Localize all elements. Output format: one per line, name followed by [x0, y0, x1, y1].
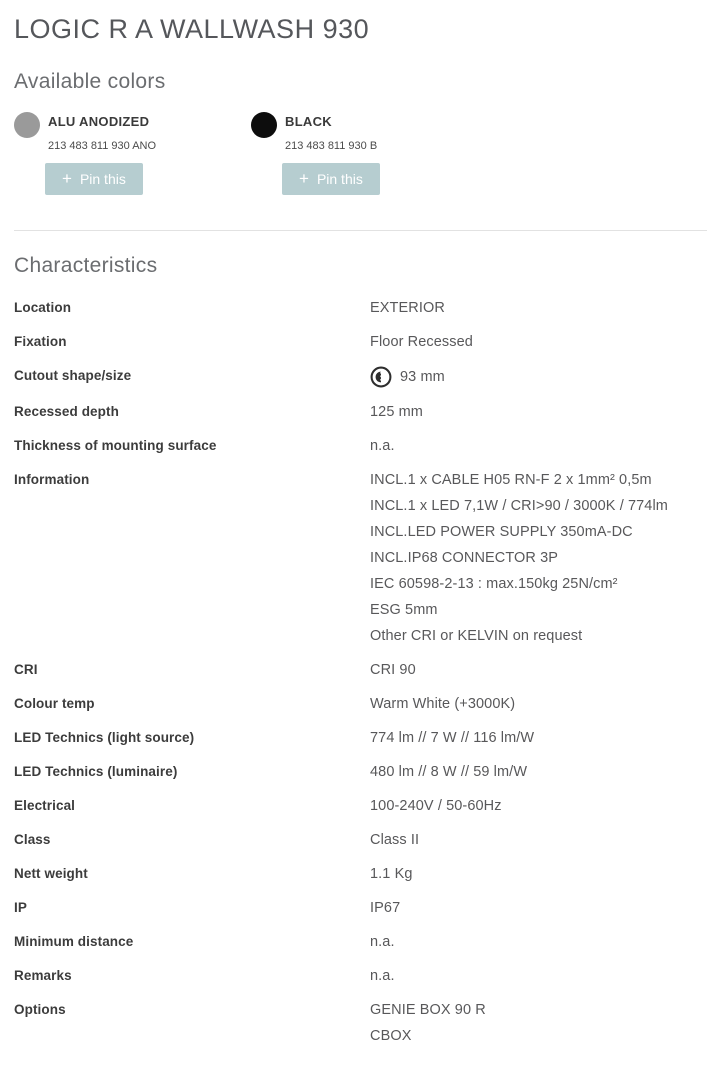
- value-text: INCL.IP68 CONNECTOR 3P: [370, 550, 559, 566]
- value-line: [370, 600, 668, 620]
- color-name: ALU ANODIZED: [48, 114, 150, 129]
- value-line: [370, 660, 416, 680]
- value-text: INCL.1 x LED 7,1W / CRI>90 / 3000K / 774lm: [370, 498, 668, 514]
- value-line: [370, 496, 668, 516]
- value-text: Other CRI or KELVIN on request: [370, 628, 583, 644]
- row-label: IP: [14, 900, 27, 915]
- value-text: IEC 60598-2-13 : max.150kg 25N/cm²: [370, 576, 618, 592]
- table-row: [14, 463, 707, 653]
- color-info: [285, 111, 380, 195]
- value-line: [370, 574, 668, 594]
- pin-this-button[interactable]: [45, 163, 143, 195]
- color-swatch: [14, 112, 40, 138]
- value-line: [370, 762, 527, 782]
- value-line: [370, 1000, 486, 1020]
- value-line: [370, 966, 395, 986]
- row-label: Electrical: [14, 798, 76, 813]
- round-cutout-icon: [370, 366, 392, 388]
- row-label: Nett weight: [14, 866, 88, 881]
- row-label: Remarks: [14, 968, 72, 983]
- table-row: [14, 325, 707, 359]
- row-label: Minimum distance: [14, 934, 134, 949]
- value-line: [370, 470, 668, 490]
- row-label: Recessed depth: [14, 404, 119, 419]
- row-value: [370, 436, 395, 456]
- value-text: INCL.LED POWER SUPPLY 350mA-DC: [370, 524, 633, 540]
- color-option-card: [251, 111, 488, 195]
- row-value: [370, 762, 527, 782]
- characteristics-heading: Characteristics: [14, 254, 158, 277]
- row-value: [370, 366, 445, 388]
- value-line: [370, 932, 395, 952]
- value-line: [370, 898, 400, 918]
- value-text: 1.1 Kg: [370, 866, 413, 882]
- table-row: [14, 925, 707, 959]
- value-line: [370, 796, 502, 816]
- row-value: [370, 298, 445, 318]
- row-value: [370, 966, 395, 986]
- value-text: 125 mm: [370, 404, 423, 420]
- value-line: [370, 830, 419, 850]
- value-text: 774 lm // 7 W // 116 lm/W: [370, 730, 535, 746]
- color-code: 213 483 811 930 B: [285, 140, 378, 152]
- page-title: LOGIC R A WALLWASH 930: [14, 14, 370, 44]
- value-line: [370, 626, 668, 646]
- row-label: Class: [14, 832, 51, 847]
- color-info: [48, 111, 156, 195]
- value-text: n.a.: [370, 934, 395, 950]
- row-label: LED Technics (luminaire): [14, 764, 178, 779]
- table-row: [14, 687, 707, 721]
- row-value: [370, 694, 515, 714]
- row-label: Options: [14, 1002, 66, 1017]
- row-value: [370, 402, 423, 422]
- value-text: 480 lm // 8 W // 59 lm/W: [370, 764, 528, 780]
- table-row: [14, 857, 707, 891]
- row-value: [370, 864, 413, 884]
- value-line: [370, 332, 473, 352]
- row-label: CRI: [14, 662, 38, 677]
- row-label: Cutout shape/size: [14, 368, 132, 383]
- table-row: [14, 721, 707, 755]
- table-row: [14, 789, 707, 823]
- value-line: [370, 864, 413, 884]
- table-row: [14, 429, 707, 463]
- table-row: [14, 755, 707, 789]
- row-value: [370, 932, 395, 952]
- value-line: [370, 366, 445, 388]
- value-line: [370, 548, 668, 568]
- table-row: [14, 395, 707, 429]
- characteristics-table: [14, 291, 707, 1053]
- value-text: n.a.: [370, 968, 395, 984]
- color-name: BLACK: [285, 114, 332, 129]
- value-text: EXTERIOR: [370, 300, 445, 316]
- value-text: CRI 90: [370, 662, 416, 678]
- value-text: n.a.: [370, 438, 395, 454]
- table-row: [14, 993, 707, 1053]
- color-option-card: [14, 111, 251, 195]
- value-text: Floor Recessed: [370, 334, 473, 350]
- value-text: Warm White (+3000K): [370, 696, 516, 712]
- value-text: ESG 5mm: [370, 602, 438, 618]
- row-label: Thickness of mounting surface: [14, 438, 217, 453]
- row-value: [370, 470, 668, 646]
- row-value: [370, 728, 534, 748]
- value-line: [370, 694, 515, 714]
- table-row: [14, 653, 707, 687]
- row-label: Location: [14, 300, 72, 315]
- value-text: INCL.1 x CABLE H05 RN-F 2 x 1mm² 0,5m: [370, 472, 652, 488]
- pin-button-label: Pin this: [316, 171, 363, 187]
- row-value: [370, 332, 473, 352]
- row-label: LED Technics (light source): [14, 730, 195, 745]
- value-line: [370, 522, 668, 542]
- value-line: [370, 1026, 486, 1046]
- table-row: [14, 359, 707, 395]
- table-row: [14, 291, 707, 325]
- row-value: [370, 796, 502, 816]
- row-value: [370, 898, 400, 918]
- value-line: [370, 728, 534, 748]
- available-colors-heading: Available colors: [14, 70, 166, 93]
- color-swatch: [251, 112, 277, 138]
- row-label: Colour temp: [14, 696, 95, 711]
- value-text: 93 mm: [400, 369, 445, 385]
- table-row: [14, 959, 707, 993]
- row-value: [370, 830, 419, 850]
- value-line: [370, 436, 395, 456]
- table-row: [14, 891, 707, 925]
- value-text: GENIE BOX 90 R: [370, 1002, 486, 1018]
- row-value: [370, 660, 416, 680]
- value-line: [370, 298, 445, 318]
- color-list: [14, 111, 707, 195]
- plus-icon: +: [299, 169, 309, 188]
- pin-button-label: Pin this: [79, 171, 126, 187]
- row-label: Fixation: [14, 334, 67, 349]
- value-text: Class II: [370, 832, 420, 848]
- color-code: 213 483 811 930 ANO: [48, 140, 157, 152]
- value-line: [370, 402, 423, 422]
- section-divider: [14, 230, 707, 231]
- value-text: CBOX: [370, 1028, 412, 1044]
- value-text: IP67: [370, 900, 401, 916]
- pin-this-button[interactable]: [282, 163, 380, 195]
- row-label: Information: [14, 472, 90, 487]
- plus-icon: +: [62, 169, 72, 188]
- value-text: 100-240V / 50-60Hz: [370, 798, 502, 814]
- row-value: [370, 1000, 486, 1046]
- table-row: [14, 823, 707, 857]
